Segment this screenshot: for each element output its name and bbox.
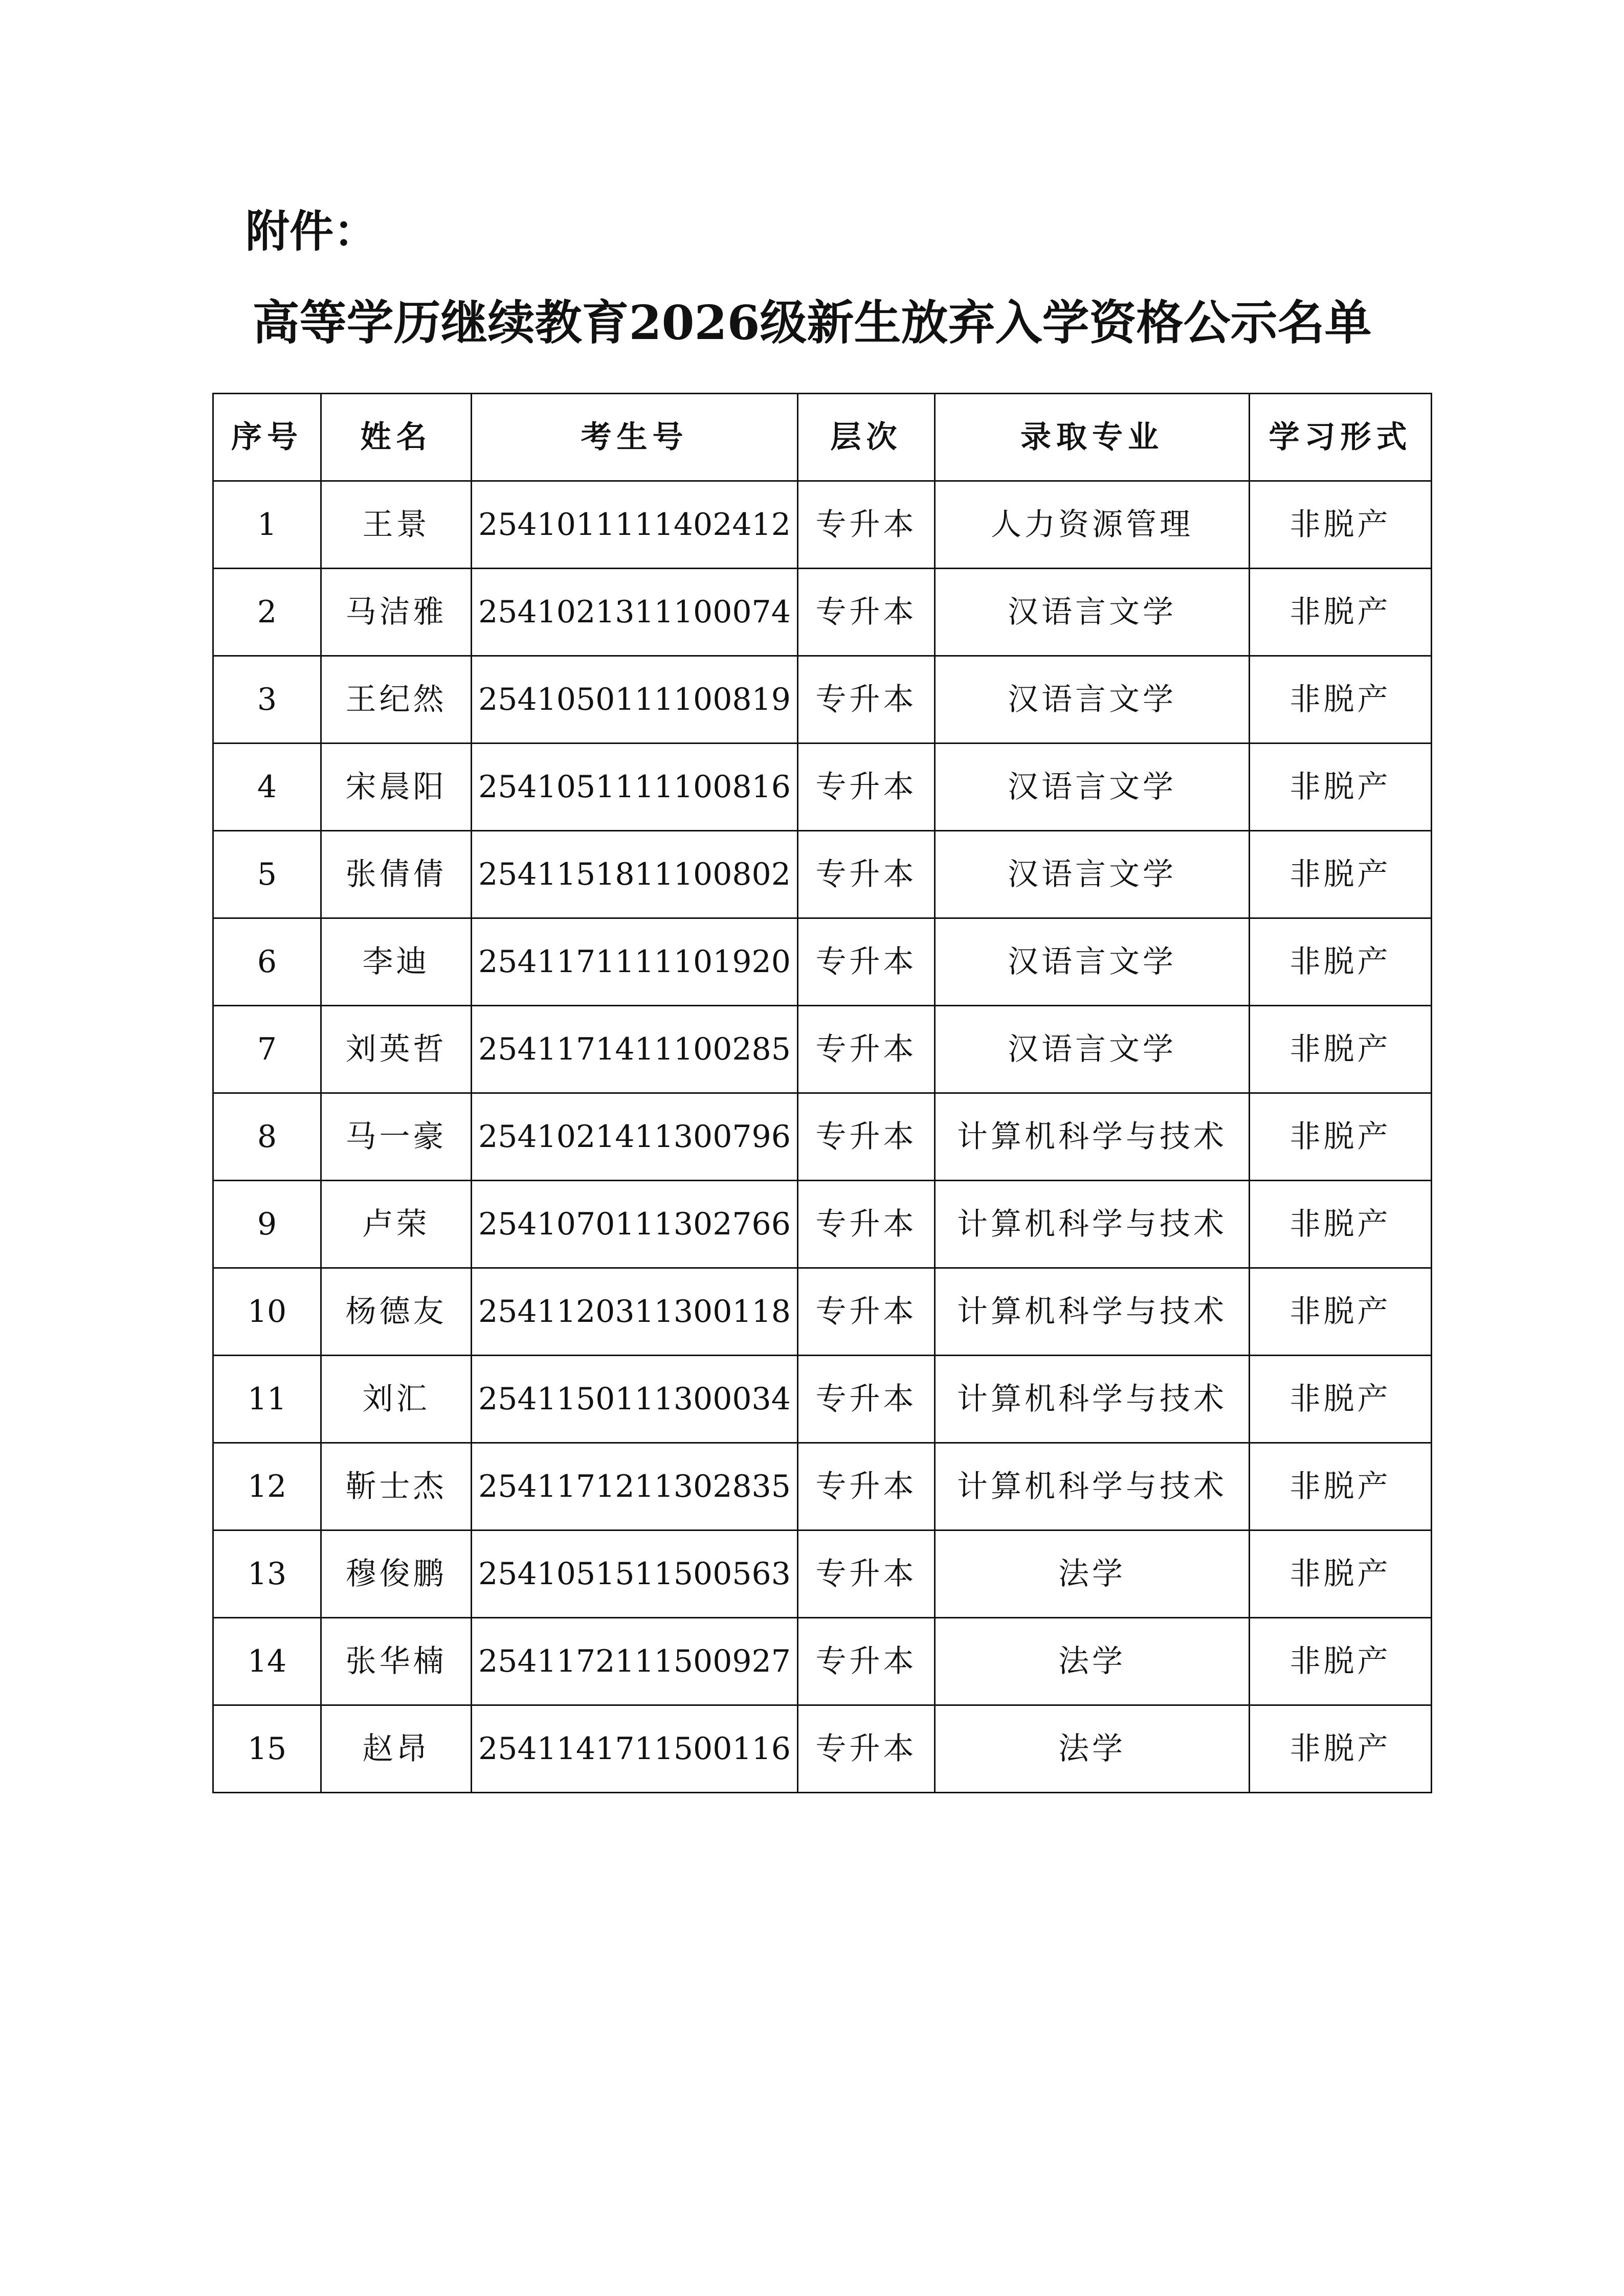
column-header-index: 序号 xyxy=(213,394,321,481)
row-major: 法学 xyxy=(935,1618,1250,1705)
row-exam-id: 2541172111500927 xyxy=(472,1618,798,1705)
row-name: 张华楠 xyxy=(321,1618,472,1705)
row-exam-id: 2541141711500116 xyxy=(472,1705,798,1793)
row-exam-id: 2541011111402412 xyxy=(472,481,798,569)
row-level: 专升本 xyxy=(798,1356,935,1443)
row-level: 专升本 xyxy=(798,1618,935,1705)
row-level: 专升本 xyxy=(798,1181,935,1268)
row-exam-id: 2541051111100816 xyxy=(472,744,798,831)
row-name: 马一豪 xyxy=(321,1093,472,1181)
table-row xyxy=(213,1268,1432,1356)
row-index: 6 xyxy=(213,918,321,1006)
row-name: 赵昂 xyxy=(321,1705,472,1793)
row-level: 专升本 xyxy=(798,1530,935,1618)
table-row xyxy=(213,1618,1432,1705)
document-title: 高等学历继续教育2026级新生放弃入学资格公示名单 xyxy=(252,295,1372,350)
row-exam-id: 2541151811100802 xyxy=(472,831,798,918)
row-exam-id: 2541150111300034 xyxy=(472,1356,798,1443)
table-row xyxy=(213,1356,1432,1443)
row-study-mode: 非脱产 xyxy=(1250,1530,1432,1618)
roster-table xyxy=(212,393,1432,1793)
row-name: 李迪 xyxy=(321,918,472,1006)
row-index: 7 xyxy=(213,1006,321,1093)
row-index: 10 xyxy=(213,1268,321,1356)
row-exam-id: 2541070111302766 xyxy=(472,1181,798,1268)
row-name: 刘汇 xyxy=(321,1356,472,1443)
column-header-level: 层次 xyxy=(798,394,935,481)
row-level: 专升本 xyxy=(798,569,935,656)
row-index: 15 xyxy=(213,1705,321,1793)
row-name: 王纪然 xyxy=(321,656,472,744)
row-major: 汉语言文学 xyxy=(935,744,1250,831)
row-exam-id: 2541021411300796 xyxy=(472,1093,798,1181)
row-study-mode: 非脱产 xyxy=(1250,1443,1432,1530)
table-row xyxy=(213,656,1432,744)
column-header-study-mode: 学习形式 xyxy=(1250,394,1432,481)
row-study-mode: 非脱产 xyxy=(1250,918,1432,1006)
row-major: 计算机科学与技术 xyxy=(935,1268,1250,1356)
row-level: 专升本 xyxy=(798,656,935,744)
row-name: 卢荣 xyxy=(321,1181,472,1268)
row-study-mode: 非脱产 xyxy=(1250,481,1432,569)
row-name: 刘英哲 xyxy=(321,1006,472,1093)
row-index: 5 xyxy=(213,831,321,918)
row-study-mode: 非脱产 xyxy=(1250,1618,1432,1705)
table-row xyxy=(213,1443,1432,1530)
row-name: 穆俊鹏 xyxy=(321,1530,472,1618)
row-name: 靳士杰 xyxy=(321,1443,472,1530)
table-row xyxy=(213,1530,1432,1618)
row-level: 专升本 xyxy=(798,744,935,831)
row-major: 汉语言文学 xyxy=(935,831,1250,918)
row-major: 汉语言文学 xyxy=(935,918,1250,1006)
row-index: 11 xyxy=(213,1356,321,1443)
row-index: 14 xyxy=(213,1618,321,1705)
row-study-mode: 非脱产 xyxy=(1250,1181,1432,1268)
row-major: 汉语言文学 xyxy=(935,656,1250,744)
row-name: 宋晨阳 xyxy=(321,744,472,831)
row-major: 汉语言文学 xyxy=(935,569,1250,656)
column-header-major: 录取专业 xyxy=(935,394,1250,481)
row-index: 1 xyxy=(213,481,321,569)
row-major: 计算机科学与技术 xyxy=(935,1093,1250,1181)
table-row xyxy=(213,1181,1432,1268)
row-study-mode: 非脱产 xyxy=(1250,656,1432,744)
row-study-mode: 非脱产 xyxy=(1250,1006,1432,1093)
column-header-name: 姓名 xyxy=(321,394,472,481)
row-index: 3 xyxy=(213,656,321,744)
row-major: 计算机科学与技术 xyxy=(935,1356,1250,1443)
row-name: 张倩倩 xyxy=(321,831,472,918)
row-level: 专升本 xyxy=(798,1705,935,1793)
row-index: 2 xyxy=(213,569,321,656)
row-study-mode: 非脱产 xyxy=(1250,1356,1432,1443)
row-index: 13 xyxy=(213,1530,321,1618)
row-level: 专升本 xyxy=(798,1093,935,1181)
row-major: 人力资源管理 xyxy=(935,481,1250,569)
row-index: 8 xyxy=(213,1093,321,1181)
row-major: 汉语言文学 xyxy=(935,1006,1250,1093)
row-exam-id: 2541050111100819 xyxy=(472,656,798,744)
row-study-mode: 非脱产 xyxy=(1250,1093,1432,1181)
row-exam-id: 2541171211302835 xyxy=(472,1443,798,1530)
row-level: 专升本 xyxy=(798,831,935,918)
row-study-mode: 非脱产 xyxy=(1250,569,1432,656)
row-major: 法学 xyxy=(935,1530,1250,1618)
table-header-row xyxy=(213,394,1432,481)
row-level: 专升本 xyxy=(798,1006,935,1093)
row-name: 王景 xyxy=(321,481,472,569)
row-exam-id: 2541120311300118 xyxy=(472,1268,798,1356)
table-row xyxy=(213,1093,1432,1181)
row-exam-id: 2541021311100074 xyxy=(472,569,798,656)
row-major: 法学 xyxy=(935,1705,1250,1793)
row-study-mode: 非脱产 xyxy=(1250,1268,1432,1356)
row-index: 12 xyxy=(213,1443,321,1530)
row-index: 4 xyxy=(213,744,321,831)
column-header-exam-id: 考生号 xyxy=(472,394,798,481)
row-level: 专升本 xyxy=(798,1443,935,1530)
row-exam-id: 2541051511500563 xyxy=(472,1530,798,1618)
table-row xyxy=(213,831,1432,918)
row-study-mode: 非脱产 xyxy=(1250,831,1432,918)
table-row xyxy=(213,918,1432,1006)
row-level: 专升本 xyxy=(798,481,935,569)
row-index: 9 xyxy=(213,1181,321,1268)
row-study-mode: 非脱产 xyxy=(1250,744,1432,831)
row-name: 杨德友 xyxy=(321,1268,472,1356)
table-row xyxy=(213,744,1432,831)
table-row xyxy=(213,481,1432,569)
row-exam-id: 2541171411100285 xyxy=(472,1006,798,1093)
table-row xyxy=(213,1705,1432,1793)
row-study-mode: 非脱产 xyxy=(1250,1705,1432,1793)
table-row xyxy=(213,1006,1432,1093)
table-row xyxy=(213,569,1432,656)
row-major: 计算机科学与技术 xyxy=(935,1181,1250,1268)
row-major: 计算机科学与技术 xyxy=(935,1443,1250,1530)
row-level: 专升本 xyxy=(798,1268,935,1356)
row-exam-id: 2541171111101920 xyxy=(472,918,798,1006)
row-name: 马洁雅 xyxy=(321,569,472,656)
attachment-label: 附件： xyxy=(246,206,377,257)
row-level: 专升本 xyxy=(798,918,935,1006)
